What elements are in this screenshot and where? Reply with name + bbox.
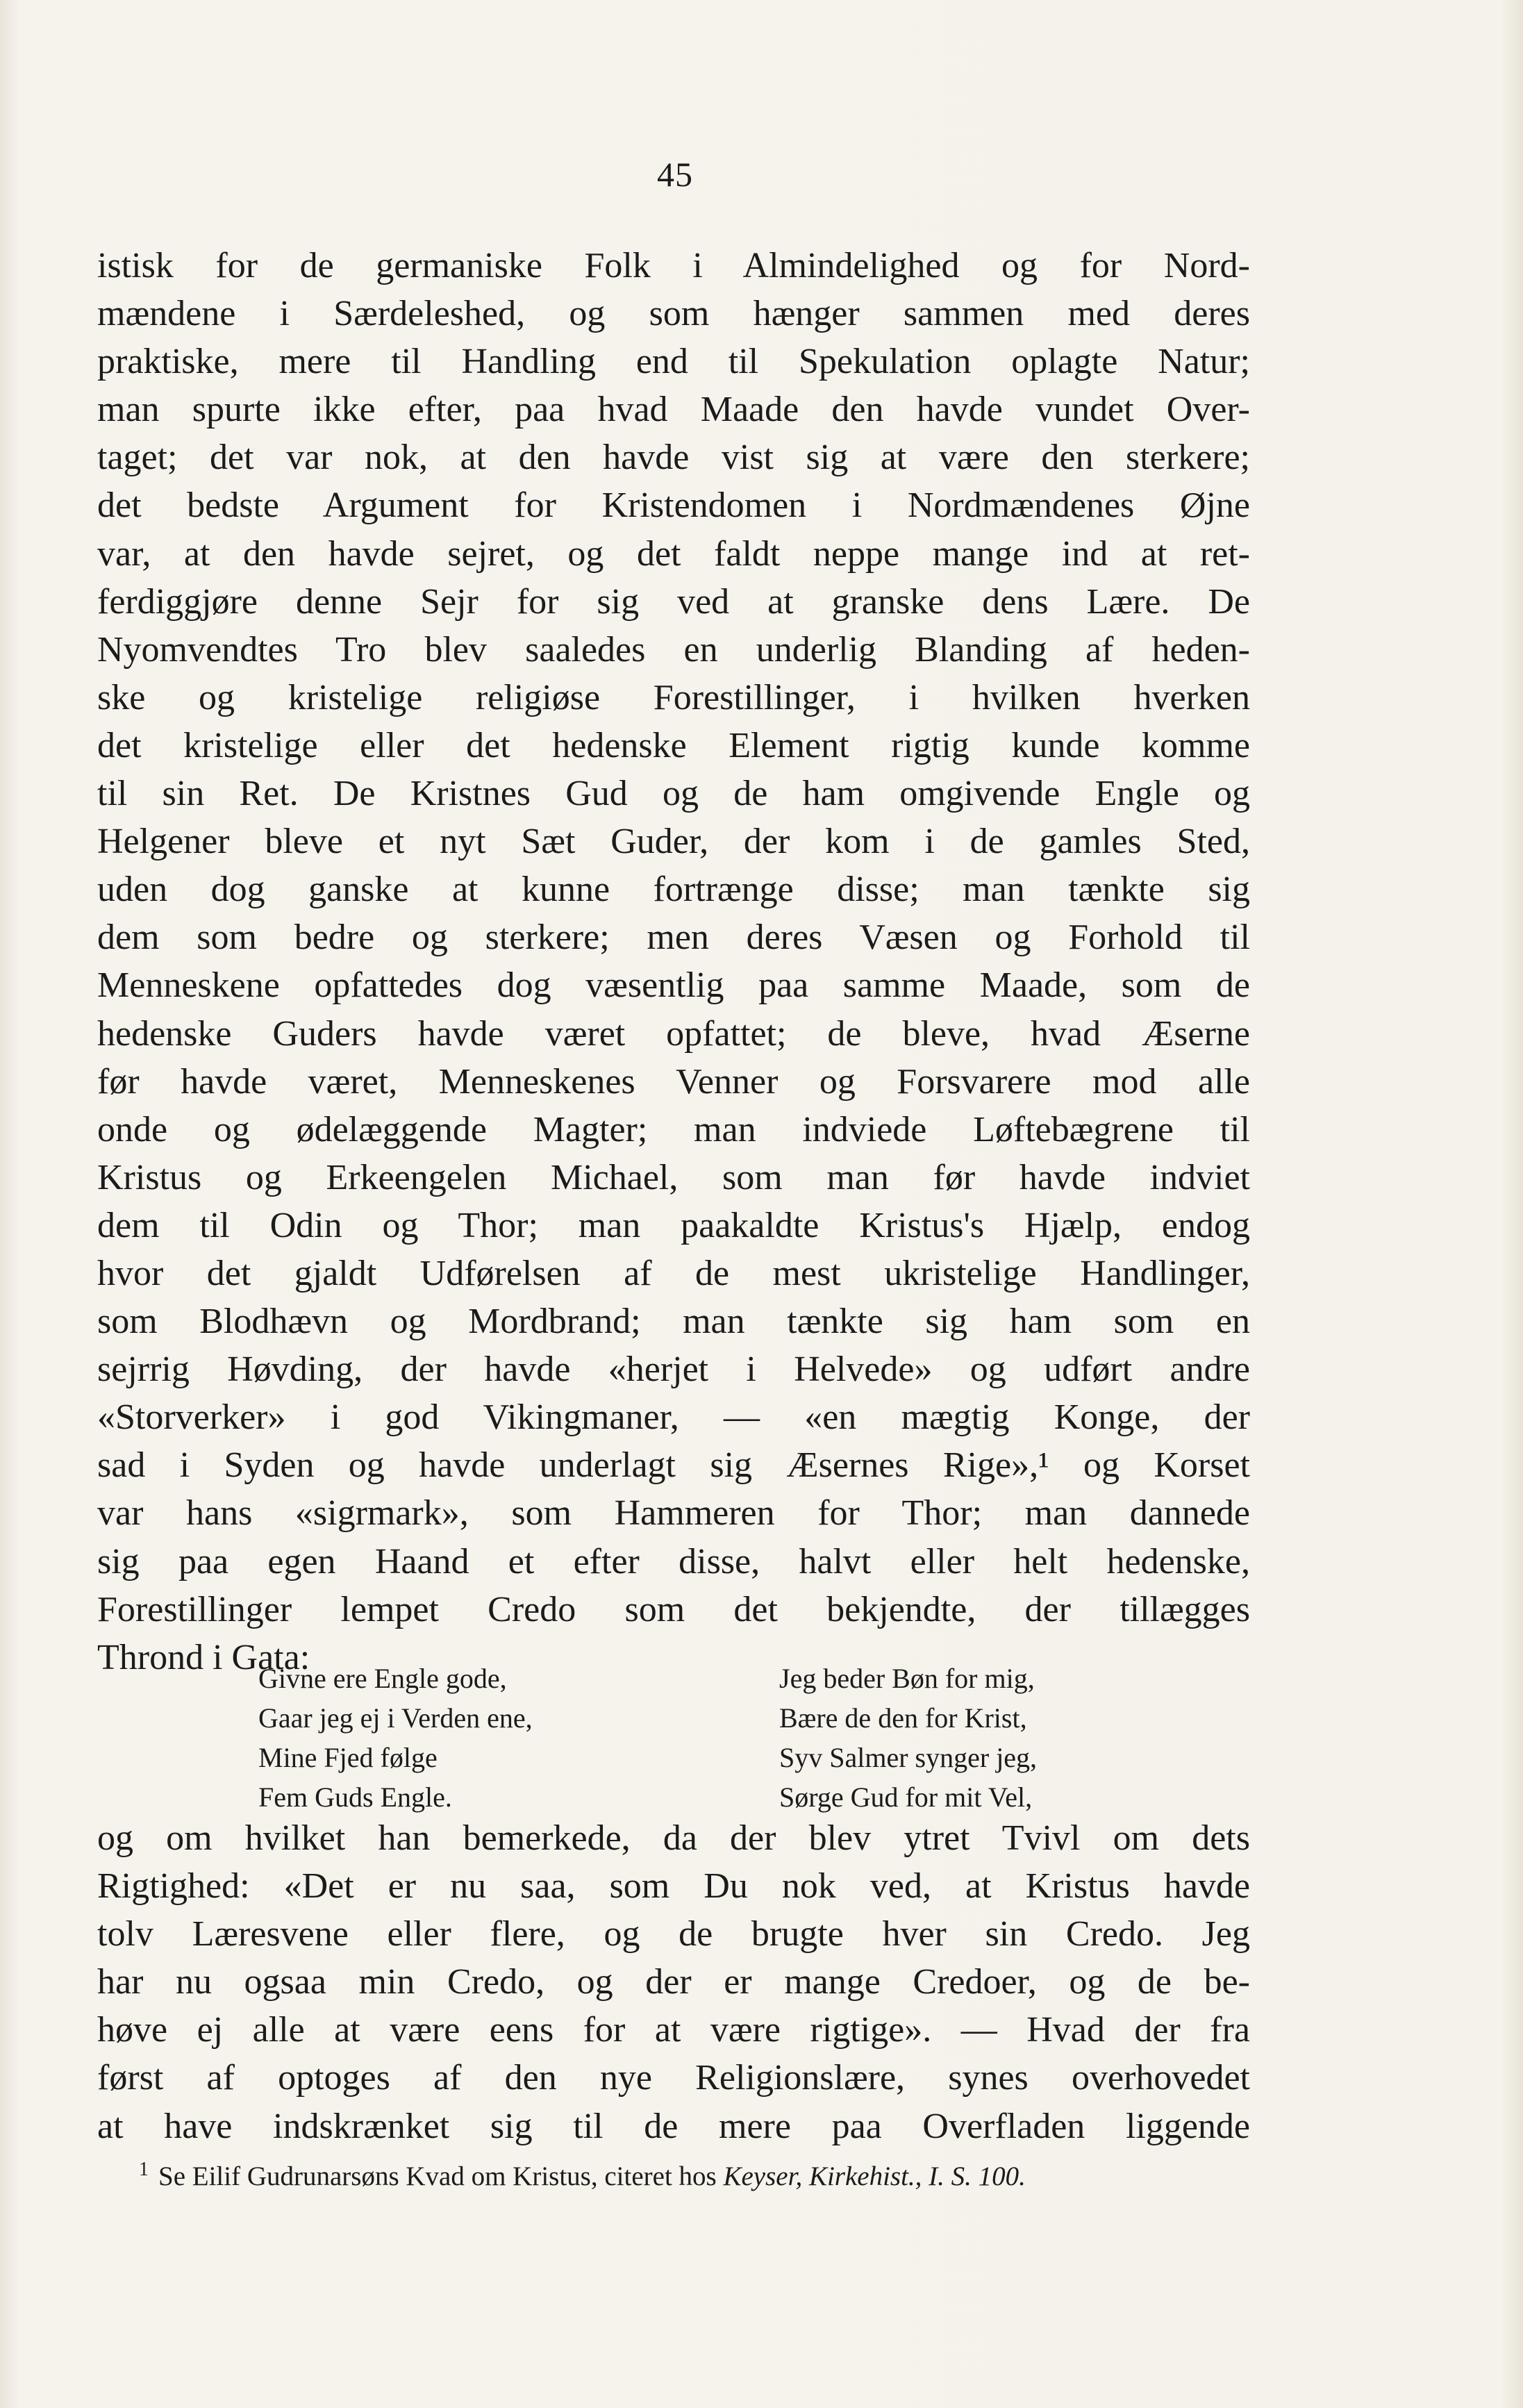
text-line: før havde været, Menneskenes Venner og Forsvarere mod alle — [97, 1061, 1250, 1102]
text-line: sig paa egen Haand et efter disse, halvt eller helt hedenske, — [97, 1541, 1250, 1581]
text-line: hvor det gjaldt Udførelsen af de mest ukristelige Handlinger, — [97, 1253, 1250, 1293]
footnote — [139, 2159, 1257, 2192]
text-line: som Blodhævn og Mordbrand; man tænkte sig ham som en — [97, 1302, 1250, 1342]
text-line: har nu ogsaa min Credo, og der er mange Credoer, og de be- — [97, 1962, 1250, 2002]
text-line: ske og kristelige religiøse Forestillinger, i hvilken hverken — [97, 677, 1250, 717]
verse-line: Fem Guds Engle. — [258, 1782, 452, 1813]
text-line: til sin Ret. De Kristnes Gud og de ham omgivende Engle og — [97, 774, 1250, 814]
text-line: praktiske, mere til Handling end til Spekulation oplagte Natur; — [97, 342, 1250, 382]
text-line: først af optoges af den nye Religionslære, synes overhovedet — [97, 2058, 1250, 2098]
text-line: at have indskrænket sig til de mere paa Overfladen liggende — [97, 2106, 1250, 2146]
page-number: 45 — [657, 155, 693, 194]
text-line: taget; det var nok, at den havde vist sig at være den sterkere; — [97, 438, 1250, 478]
text-line: istisk for de germaniske Folk i Almindelighed og for Nord- — [97, 246, 1250, 285]
verse-line: Jeg beder Bøn for mig, — [779, 1663, 1035, 1694]
footnote-citation: Keyser, Kirkehist., I. S. 100. — [723, 2161, 1026, 2191]
text-line: Menneskene opfattedes dog væsentlig paa samme Maade, som de — [97, 965, 1250, 1006]
paragraph-1 — [97, 242, 1250, 1682]
text-line: dem som bedre og sterkere; men deres Væsen og Forhold til — [97, 917, 1250, 958]
text-line: Helgener bleve et nyt Sæt Guder, der kom i de gamles Sted, — [97, 822, 1250, 862]
text-line: dem til Odin og Thor; man paakaldte Kristus's Hjælp, endog — [97, 1205, 1250, 1245]
verse-line: Syv Salmer synger jeg, — [779, 1742, 1038, 1773]
verse-line: Mine Fjed følge — [258, 1742, 438, 1773]
text-line: Kristus og Erkeengelen Michael, som man før havde indviet — [97, 1157, 1250, 1197]
paragraph-2 — [97, 1814, 1250, 2150]
text-line: sad i Syden og havde underlagt sig Æsernes Rige»,¹ og Korset — [97, 1445, 1250, 1486]
text-line: Rigtighed: «Det er nu saa, som Du nok ved, at Kristus havde — [97, 1866, 1250, 1907]
text-line: var hans «sigrmark», som Hammeren for Thor; man dannede — [97, 1493, 1250, 1534]
verse-column-left — [258, 1659, 533, 1817]
text-line: Forestillinger lempet Credo som det bekjendte, der tillægges — [97, 1589, 1250, 1629]
text-line: uden dog ganske at kunne fortrænge disse; man tænkte sig — [97, 870, 1250, 910]
verse-line: Sørge Gud for mit Vel, — [779, 1782, 1033, 1813]
text-line: var, at den havde sejret, og det faldt neppe mange ind at ret- — [97, 533, 1250, 574]
verse-line: Givne ere Engle gode, — [258, 1663, 507, 1694]
footnote-text: Se Eilif Gudrunarsøns Kvad om Kristus, citeret hos — [158, 2161, 724, 2191]
text-line: onde og ødelæggende Magter; man indviede Løftebægrene til — [97, 1109, 1250, 1149]
text-line: ferdiggjøre denne Sejr for sig ved at granske dens Lære. De — [97, 581, 1250, 622]
text-line: Thrond i Gata: — [97, 1637, 310, 1677]
text-line: hedenske Guders havde været opfattet; de bleve, hvad Æserne — [97, 1013, 1250, 1054]
verse-line: Gaar jeg ej i Verden ene, — [258, 1702, 533, 1734]
verse-line: Bære de den for Krist, — [779, 1702, 1027, 1734]
text-line: det bedste Argument for Kristendomen i Nordmændenes Øjne — [97, 485, 1250, 526]
text-line: mændene i Særdeleshed, og som hænger sammen med deres — [97, 294, 1250, 334]
text-line: og om hvilket han bemerkede, da der blev ytret Tvivl om dets — [97, 1818, 1250, 1858]
text-line: man spurte ikke efter, paa hvad Maade den havde vundet Over- — [97, 390, 1250, 430]
text-line: sejrrig Høvding, der havde «herjet i Helvede» og udført andre — [97, 1350, 1250, 1390]
text-line: høve ej alle at være eens for at være rigtige». — Hvad der fra — [97, 2010, 1250, 2050]
text-line: «Storverker» i god Vikingmaner, — «en mægtig Konge, der — [97, 1397, 1250, 1438]
text-line: det kristelige eller det hedenske Element rigtig kunde komme — [97, 725, 1250, 765]
text-line: tolv Læresvene eller flere, og de brugte hver sin Credo. Jeg — [97, 1914, 1250, 1954]
footnote-marker: 1 — [139, 2159, 149, 2180]
text-line: Nyomvendtes Tro blev saaledes en underlig Blanding af heden- — [97, 629, 1250, 670]
verse-column-right — [779, 1659, 1037, 1817]
